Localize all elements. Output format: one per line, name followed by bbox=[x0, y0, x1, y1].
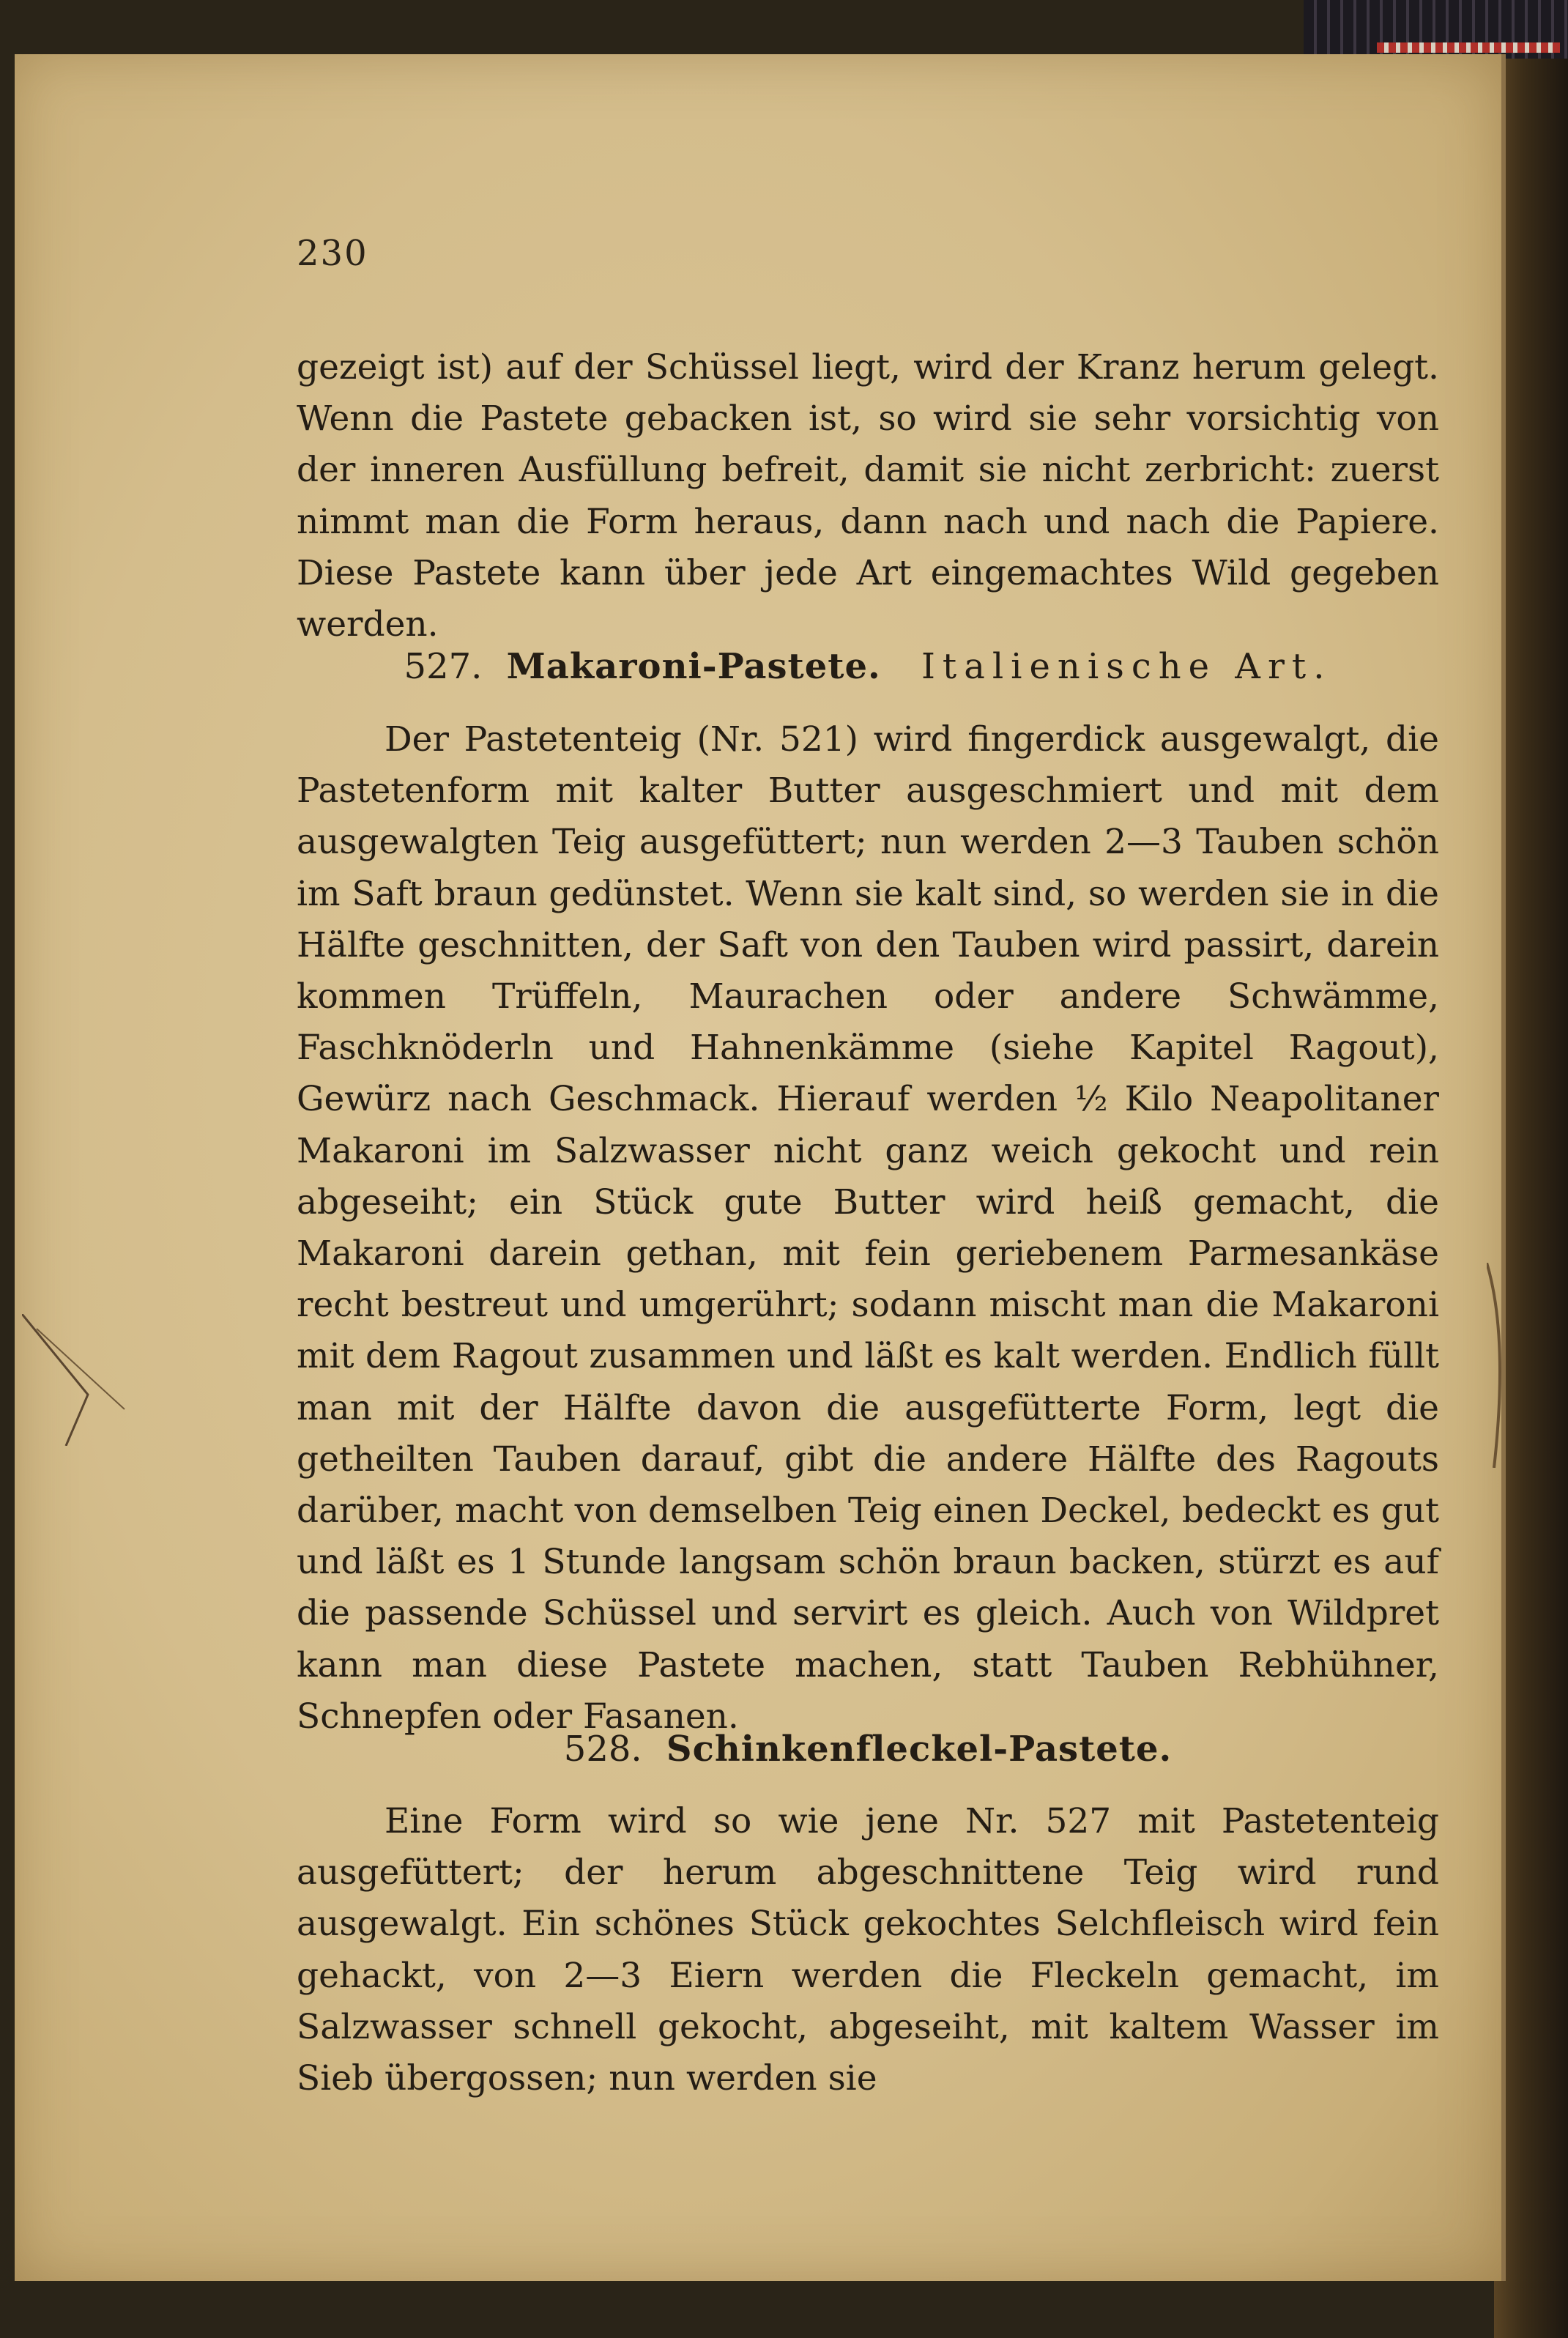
recipe-title: Makaroni-Pastete. bbox=[506, 646, 881, 687]
recipe-subtitle: Italienische Art. bbox=[921, 646, 1332, 687]
recipe-text: Eine Form wird so wie jene Nr. 527 mit Pastetenteig ausgefüttert; der herum abgeschnittene Teig wird rund ausgewalgt. Ein schönes Stück gekochtes Selchfleisch wird fein gehackt, von 2—3 Eiern werden die Fleckeln gemacht, im Salzwasser schnell gekocht, abgeseiht, mit kaltem Wasser im Sieb übergossen; nun werden sie bbox=[297, 1801, 1439, 2099]
page-number: 230 bbox=[297, 233, 368, 274]
recipe-527-body bbox=[297, 714, 1439, 1743]
recipe-title: Schinkenfleckel-Pastete. bbox=[666, 1729, 1173, 1770]
recipe-528-body bbox=[297, 1796, 1439, 2104]
page-crease-mark bbox=[22, 1314, 132, 1446]
recipe-number: 528. bbox=[563, 1729, 642, 1770]
recipe-text: Der Pastetenteig (Nr. 521) wird fingerdick ausgewalgt, die Pastetenform mit kalter Butter ausgeschmiert und mit dem ausgewalgten Teig ausgefüttert; nun werden 2—3 Tauben schön im Saft braun gedünstet. Wenn sie kalt sind, so werden sie in die Hälfte geschnitten, der Saft von den Tauben wird passirt, darein kommen Trüffeln, Maurachen oder andere Schwämme, Faschknöderln und Hahnenkämme (siehe Kapitel Ragout), Gewürz nach Geschmack. Hierauf werden ½ Kilo Neapolitaner Makaroni im Salzwasser nicht ganz weich gekocht und rein abgeseiht; ein Stück gute Butter wird heiß gemacht, die Makaroni darein gethan, mit fein geriebenem Parmesankäse recht bestreut und umgerührt; sodann mischt man die Makaroni mit dem Ragout zusammen und läßt es kalt werden. Endlich füllt man mit der Hälfte davon die ausgefütterte Form, legt die getheilten Tauben darauf, gibt die andere Hälfte des Ragouts darüber, macht von demselben Teig einen Deckel, bedeckt es gut und läßt es 1 Stunde langsam schön braun backen, stürzt es auf die passende Schüssel und servirt es gleich. Auch von Wildpret kann man diese Pastete machen, statt Tauben Rebhühner, Schnepfen oder Fasanen. bbox=[297, 719, 1439, 1737]
recipe-heading-528 bbox=[297, 1727, 1439, 1771]
binding-strip bbox=[1304, 0, 1568, 59]
page-fold-mark bbox=[1487, 1263, 1516, 1468]
recipe-heading-527 bbox=[297, 645, 1439, 689]
continuation-text: gezeigt ist) auf der Schüssel liegt, wird der Kranz herum gelegt. Wenn die Pastete gebacken ist, so wird sie sehr vorsichtig von der inneren Ausfüllung befreit, damit sie nicht zerbricht: zuerst nimmt man die Form heraus, dann nach und nach die Papiere. Diese Pastete kann über jede Art eingemachtes Wild gegeben werden. bbox=[297, 347, 1439, 645]
recipe-number: 527. bbox=[404, 646, 483, 687]
binding-thread bbox=[1377, 42, 1560, 53]
continuation-paragraph bbox=[297, 342, 1439, 650]
